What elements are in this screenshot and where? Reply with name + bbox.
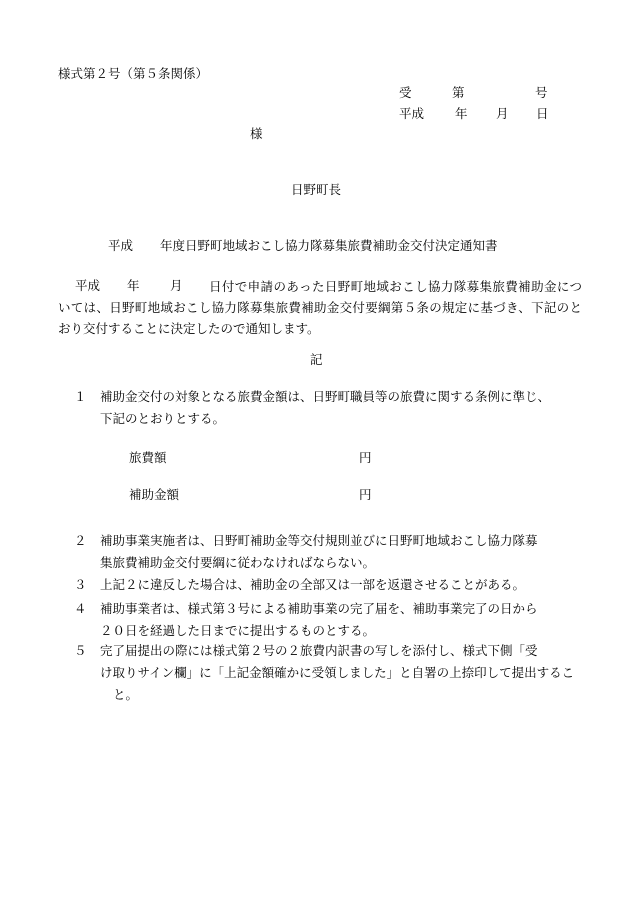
- receipt-go: 号: [535, 85, 548, 100]
- intro-paragraph: [58, 276, 582, 339]
- subsidy-amount-label: 補助金額: [129, 487, 180, 502]
- subsidy-amount-unit: 円: [359, 487, 372, 502]
- item-number: １: [74, 389, 87, 404]
- item-number: ３: [74, 577, 87, 592]
- item-number: ４: [74, 601, 87, 616]
- addressee-suffix: 様: [250, 126, 263, 141]
- item-text-line: 補助金交付の対象となる旅費金額は、日野町職員等の旅費に関する条例に準じ、: [100, 389, 551, 404]
- item-text: [100, 640, 594, 706]
- receipt-nen: 年: [455, 106, 468, 121]
- receipt-nichi: 日: [536, 106, 549, 121]
- item-text-continuation: 下記のとおりとする。: [100, 411, 226, 426]
- title-text: 年度日野町地域おこし協力隊募集旅費補助金交付決定通知書: [160, 238, 498, 253]
- item-text: [100, 386, 594, 430]
- intro-era: 平成: [75, 278, 101, 293]
- form-label: 様式第２号（第５条関係）: [58, 66, 209, 81]
- item-text-line: 上記２に違反した場合は、補助金の全部又は一部を返還させることがある。: [100, 577, 526, 592]
- item-number: ５: [74, 643, 87, 658]
- intro-nen: 年: [127, 278, 140, 293]
- item-text: [100, 598, 594, 642]
- item-text-continuation: ２０日を経過した日までに提出するものとする。: [100, 623, 376, 638]
- item-text: [100, 530, 594, 574]
- item-text-continuation: 集旅費補助金交付要綱に従わなければならない。: [100, 555, 376, 570]
- item-number: ２: [74, 533, 87, 548]
- item-text-line: 補助事業者は、様式第３号による補助事業の完了届を、補助事業完了の日から: [100, 601, 538, 616]
- receipt-era: 平成: [399, 106, 425, 121]
- receipt-gatsu: 月: [496, 106, 509, 121]
- item-text-line: 完了届提出の際には様式第２号の２旅費内訳書の写しを添付し、様式下側「受: [100, 643, 538, 658]
- item-text-continuation: け取りサイン欄」に「上記金額確かに受領しました」と自署の上捺印して提出すること。: [100, 665, 575, 702]
- intro-text: 日付で申請のあった日野町地域おこし協力隊募集旅費補助金については、日野町地域おこし協力隊募集旅費補助金交付要綱第５条の規定に基づき、下記のとおり交付することに決定したので通知します。: [58, 279, 582, 336]
- issuer-name: 日野町長: [291, 182, 342, 197]
- intro-gatsu: 月: [170, 278, 183, 293]
- travel-cost-label: 旅費額: [129, 450, 167, 465]
- item-text-line: 補助事業実施者は、日野町補助金等交付規則並びに日野町地域おこし協力隊募: [100, 533, 538, 548]
- item-text: [100, 574, 594, 596]
- receipt-dai: 第: [452, 85, 465, 100]
- receipt-u: 受: [399, 85, 412, 100]
- title-era: 平成: [108, 238, 134, 253]
- ki-marker: 記: [310, 352, 323, 367]
- travel-cost-unit: 円: [359, 450, 372, 465]
